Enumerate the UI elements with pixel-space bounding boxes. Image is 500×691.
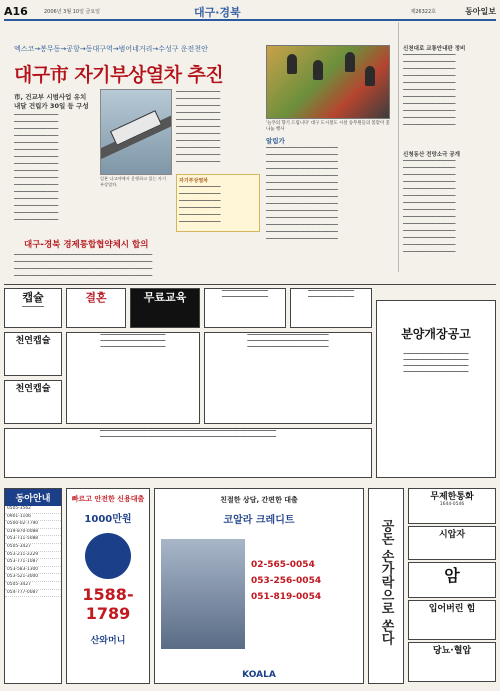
ad-free-education[interactable]: 무료교육 [130, 288, 200, 328]
lead-subhead-1: 市, 건교부 시범사업 유치 [14, 93, 87, 101]
ad-cancer[interactable]: 암 [408, 562, 496, 598]
ad-misc-5[interactable]: ━━━━━━━━━━━━━━━━━━━━━━━━━━━━━━━━━━━━━━━━━━━━━━━━━━━━━━━━━━━━━━━━━ ━━━━━━━━━━━━━━━━━━━━━━━━━━━━━━━━━━━━━━━━━━━━━━━━━━━━━━━━━━━━━━━━━ [4, 428, 372, 478]
ad-unlimited-call[interactable]: 무제한통화 1644-0546 [408, 488, 496, 524]
right-headline-1: 신천대로 교통안내판 정비 [403, 46, 466, 52]
right-column: 신천대로 교통안내판 정비 ━━━━━━━━━━━━━━━━━━━ ━━━━━━━━━━━━━━━━━━━ ━━━━━━━━━━━━━━━━━━━ ━━━━━━━━━━━━━━━━━━━ ━━━━━━━━━━━━━━━━━━━ ━━━━━━━━━━━━━━━━━━━ ━━━━━━━━━━━━━━━━━━━ ━━━━━━━━━━━━━━━━━━━ ━━━━━━━━━━━━━━━━━━━ ━━━━━━━━━━━━━━━━━━━ ━━━━━━━━━━━━━━━━━━━ 신청동산 전망소극 공개 ━━━━━━━━━━━━━━━━━━━ ━━━━━━━━━━━━━━━━━━━ ━━━━━━━━━━━━━━━━━━━ ━━━━━━━━━━━━━━━━━━━ ━━━━━━━━━━━━━━━━━━━ ━━━━━━━━━━━━━━━━━━━ ━━━━━━━━━━━━━━━━━━━ ━━━━━━━━━━━━━━━━━━━ ━━━━━━━━━━━━━━━━━━━ ━━━━━━━━━━━━━━━━━━━ ━━━━━━━━━━━━━━━━━━━ ━━━━━━━━━━━━━━━━━━━ ━━━━━━━━━━━━━━━━━━━ ━━━━━━━━━━━━━━━━━━━ [398, 22, 496, 272]
section-title: 대구·경북 [194, 6, 241, 19]
ad-right-stack [408, 488, 496, 684]
brand-logo: 동아일보 [465, 7, 496, 16]
ad-natural-capsule-1[interactable]: 천연캡슐 [4, 332, 62, 376]
flower-photo-caption: '늘푸의 향기 드립니다' 대구 도시철도 시설 승무원들의 봄맞이 꽃 나눔 행사 [266, 121, 390, 132]
ad-misc-1[interactable]: ━━━━━━━━━━━━━━━━━ ━━━━━━━━━━━━━━━━━ [204, 288, 286, 328]
info-box-title: 자기부상열차 [179, 178, 208, 184]
lead-kicker: 엑스코→봉무동→공항→동대구역→범어네거리→수성구 운전천안 [14, 45, 208, 53]
ad-misc-2[interactable]: ━━━━━━━━━━━━━━━━━ ━━━━━━━━━━━━━━━━━ [290, 288, 372, 328]
ad-photo [161, 539, 245, 649]
issue-date: 2006년 3월 10일 금요일 [44, 9, 101, 15]
page-number: A16 [4, 5, 28, 18]
lead-subhead-2: 내달 건립가 30일 등 구성 [14, 102, 89, 110]
issue-number: 제26322호 [410, 9, 436, 15]
ad-wedding[interactable]: 결혼 [66, 288, 126, 328]
dong-a-guide-title: 동아안내 [5, 489, 61, 506]
ad-lost-strength[interactable]: 입어버린 힘 [408, 600, 496, 640]
lead-headline: 대구市 자기부상열차 추진 [14, 64, 224, 86]
ad-vertical-slogan[interactable]: 공돈 손가락으로 쏜다 [368, 488, 404, 684]
ad-divider [4, 284, 496, 287]
classified-ads [4, 288, 496, 478]
bottom-ads [4, 484, 496, 687]
ad-natural-capsule-2[interactable]: 천연캡슐 [4, 380, 62, 424]
lead-body-col2: ━━━━━━━━━━━━━━━━ ━━━━━━━━━━━━━━━━ ━━━━━━━━━━━━━━━━ ━━━━━━━━━━━━━━━━ ━━━━━━━━━━━━━━━━ ━━━━━━━━━━━━━━━━ ━━━━━━━━━━━━━━━━ ━━━━━━━━━━━━━━━━ ━━━━━━━━━━━━━━━━ ━━━━━━━━━━━━━━━━ ━━━━━━━━━━━━━━━━ [176, 90, 221, 165]
info-box: 자기부상열차 ━━━━━━━━━━━━━━━ ━━━━━━━━━━━━━━━ ━━━━━━━━━━━━━━━ ━━━━━━━━━━━━━━━ ━━━━━━━━━━━━━━━ ━━━━━━━━━━━━━━━ [176, 174, 260, 232]
ad-capsule[interactable]: 캡슐 ━━━━━━━━ [4, 288, 62, 328]
train-photo [100, 89, 172, 175]
ad-sale-notice[interactable]: 분양개장공고 ━━━━━━━━━━━━━━━━━━━━━━━━ ━━━━━━━━━━━━━━━━━━━━━━━━ ━━━━━━━━━━━━━━━━━━━━━━━━ ━━━━━━━━━━━━━━━━━━━━━━━━ [376, 300, 496, 478]
badge-icon [85, 533, 131, 579]
lead-body-col1: ━━━━━━━━━━━━━━━━ ━━━━━━━━━━━━━━━━ ━━━━━━━━━━━━━━━━ ━━━━━━━━━━━━━━━━ ━━━━━━━━━━━━━━━━ ━━━━━━━━━━━━━━━━ ━━━━━━━━━━━━━━━━ ━━━━━━━━━━━━━━━━ ━━━━━━━━━━━━━━━━ ━━━━━━━━━━━━━━━━ ━━━━━━━━━━━━━━━━ ━━━━━━━━━━━━━━━━ ━━━━━━━━━━━━━━━━ ━━━━━━━━━━━━━━━━ ━━━━━━━━━━━━━━━━ ━━━━━━━━━━━━━━━━ [14, 113, 59, 223]
second-body: ━━━━━━━━━━━━━━━━━━━━━━━━━━━━━━━━━━━━━━━━━━━━━━━━━━ ━━━━━━━━━━━━━━━━━━━━━━━━━━━━━━━━━━━━━━━━━━━━━━━━━━ ━━━━━━━━━━━━━━━━━━━━━━━━━━━━━━━━━━━━━━━━━━━━━━━━━━ ━━━━━━━━━━━━━━━━━━━━━━━━━━━━━━━━━━━━━━━━━━━━━━━━━━ [14, 253, 153, 279]
flower-photo [266, 45, 390, 119]
agenda-section: 알림가 ━━━━━━━━━━━━━━━━━━━━━━━━━━ ━━━━━━━━━━━━━━━━━━━━━━━━━━ ━━━━━━━━━━━━━━━━━━━━━━━━━━ ━━━━━━━━━━━━━━━━━━━━━━━━━━ ━━━━━━━━━━━━━━━━━━━━━━━━━━ ━━━━━━━━━━━━━━━━━━━━━━━━━━ ━━━━━━━━━━━━━━━━━━━━━━━━━━ ━━━━━━━━━━━━━━━━━━━━━━━━━━ ━━━━━━━━━━━━━━━━━━━━━━━━━━ ━━━━━━━━━━━━━━━━━━━━━━━━━━ ━━━━━━━━━━━━━━━━━━━━━━━━━━ ━━━━━━━━━━━━━━━━━━━━━━━━━━ ━━━━━━━━━━━━━━━━━━━━━━━━━━ ━━━━━━━━━━━━━━━━━━━━━━━━━━ [266, 136, 394, 256]
right-headline-2: 신청동산 전망소극 공개 [403, 152, 460, 158]
ad-koala-credit[interactable]: 친절한 상담, 간편한 대출 코알라 크레디트 02-565-0054 053-256-0054 051-819-0054 KOALA [154, 488, 364, 684]
dong-a-guide[interactable]: 동아안내 0505-3562 0901-1106 0500-02-7790 019-870-0088 053-711-5088 0505-3427 053-211-2229 053-771-1087 053-583-1300 053-521-3000 0505-3427 054-777-0087 [4, 488, 62, 684]
ad-misc-3[interactable]: ━━━━━━━━━━━━━━━━━━━━━━━━ ━━━━━━━━━━━━━━━━━━━━━━━━ ━━━━━━━━━━━━━━━━━━━━━━━━ [66, 332, 200, 424]
ad-diabetes[interactable]: 당뇨·혈압 [408, 642, 496, 682]
ad-right-2[interactable]: 시압자 [408, 526, 496, 560]
second-headline: 대구-경북 경제통합협약체시 합의 [24, 240, 149, 250]
ad-credit-loan[interactable]: 빠르고 안전한 신용대출 1000만원 1588-1789 산와머니 [66, 488, 150, 684]
train-photo-caption: 일본 나고야에서 운행하고 있는 자기부상열차. [100, 176, 167, 187]
agenda-title: 알림가 [266, 137, 285, 145]
ad-misc-4[interactable]: ━━━━━━━━━━━━━━━━━━━━━━━━━━━━━━ ━━━━━━━━━━━━━━━━━━━━━━━━━━━━━━ ━━━━━━━━━━━━━━━━━━━━━━━━━━━━━━ [204, 332, 372, 424]
page-header [4, 3, 496, 21]
